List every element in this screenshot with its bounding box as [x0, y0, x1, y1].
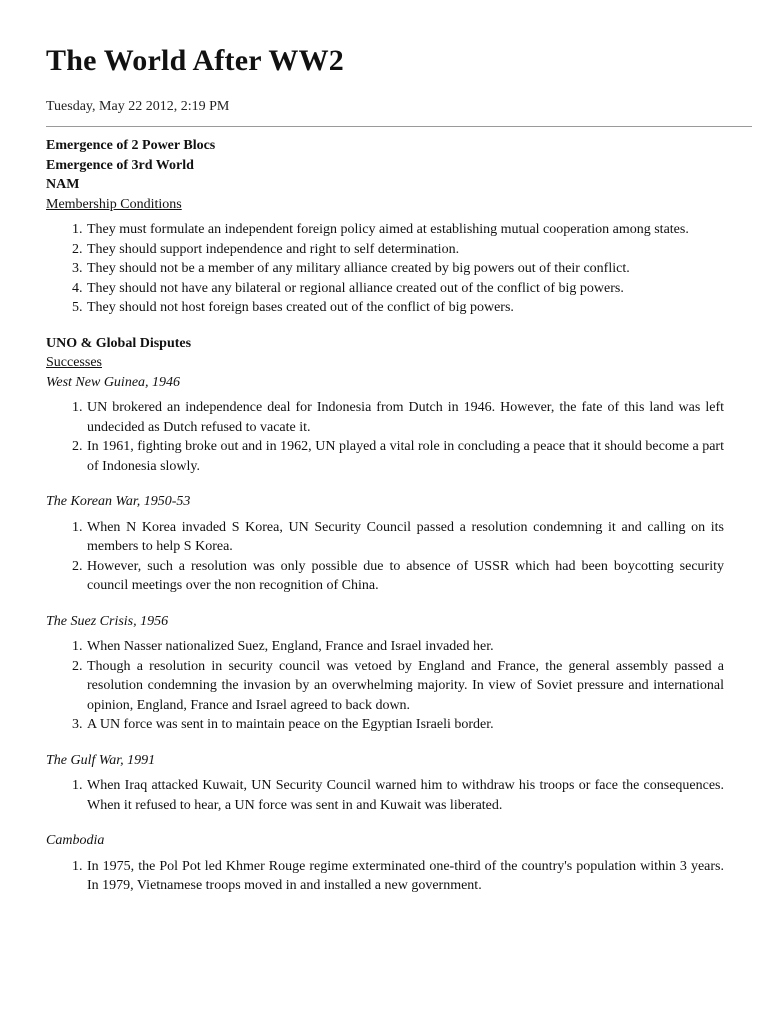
- dispute-title: The Gulf War, 1991: [46, 752, 156, 768]
- heading-membership-conditions: Membership Conditions: [46, 196, 182, 212]
- list-item: 1. When Iraq attacked Kuwait, UN Security Council warned him to withdraw his troops or face the consequences. When it refused to hear, a UN force was sent in and Kuwait was liberated.: [86, 776, 724, 815]
- list-item: 1. They must formulate an independent foreign policy aimed at establishing mutual cooperation among states.: [86, 220, 724, 240]
- list-item: 2. In 1961, fighting broke out and in 1962, UN played a vital role in concluding a peace that it should become a part of Indonesia slowly.: [86, 437, 724, 476]
- page-title: The World After WW2: [46, 44, 344, 77]
- list-item: 2. Though a resolution in security council was vetoed by England and France, the general assembly passed a resolution condemning the invasion by an overwhelming majority. In view of Soviet pressure and international opinion, England, France and Israel agreed to back down.: [86, 657, 724, 716]
- list-item: 2. However, such a resolution was only possible due to absence of USSR which had been boycotting security council meetings over the non recognition of China.: [86, 557, 724, 596]
- dispute-list: [46, 398, 724, 476]
- heading-successes: Successes: [46, 355, 102, 370]
- dispute-list: [46, 776, 724, 815]
- list-item: 5. They should not host foreign bases created out of the conflict of big powers.: [86, 298, 724, 318]
- dispute-title: The Korean War, 1950-53: [46, 494, 191, 509]
- list-item: 1. UN brokered an independence deal for Indonesia from Dutch in 1946. However, the fate of this land was left undecided as Dutch refused to vacate it.: [86, 398, 724, 437]
- dispute-list: [46, 518, 724, 596]
- list-item: 1. When N Korea invaded S Korea, UN Security Council passed a resolution condemning it and calling on its members to help S Korea.: [86, 518, 724, 557]
- header-divider: [46, 126, 752, 127]
- heading-uno-global-disputes: UNO & Global Disputes: [46, 335, 192, 351]
- list-item: 1. In 1975, the Pol Pot led Khmer Rouge regime exterminated one-third of the country's population within 3 years. In 1979, Vietnamese troops moved in and installed a new government.: [86, 857, 724, 896]
- dispute-title: West New Guinea, 1946: [46, 374, 181, 390]
- note-body: [46, 136, 724, 902]
- dispute-title: The Suez Crisis, 1956: [46, 613, 169, 629]
- heading-power-blocs: Emergence of 2 Power Blocs: [46, 138, 216, 153]
- list-item: 4. They should not have any bilateral or regional alliance created out of the conflict of big powers.: [86, 279, 724, 299]
- list-item: 1. When Nasser nationalized Suez, England, France and Israel invaded her.: [86, 637, 724, 657]
- membership-list: [46, 220, 724, 318]
- list-item: 3. They should not be a member of any military alliance created by big powers out of their conflict.: [86, 259, 724, 279]
- note-timestamp: Tuesday, May 22 2012, 2:19 PM: [46, 99, 230, 114]
- list-item: 2. They should support independence and right to self determination.: [86, 240, 724, 260]
- list-item: 3. A UN force was sent in to maintain peace on the Egyptian Israeli border.: [86, 715, 724, 735]
- heading-third-world: Emergence of 3rd World: [46, 157, 194, 173]
- dispute-list: [46, 637, 724, 735]
- dispute-title: Cambodia: [46, 833, 105, 848]
- dispute-list: [46, 857, 724, 896]
- heading-nam: NAM: [46, 177, 80, 192]
